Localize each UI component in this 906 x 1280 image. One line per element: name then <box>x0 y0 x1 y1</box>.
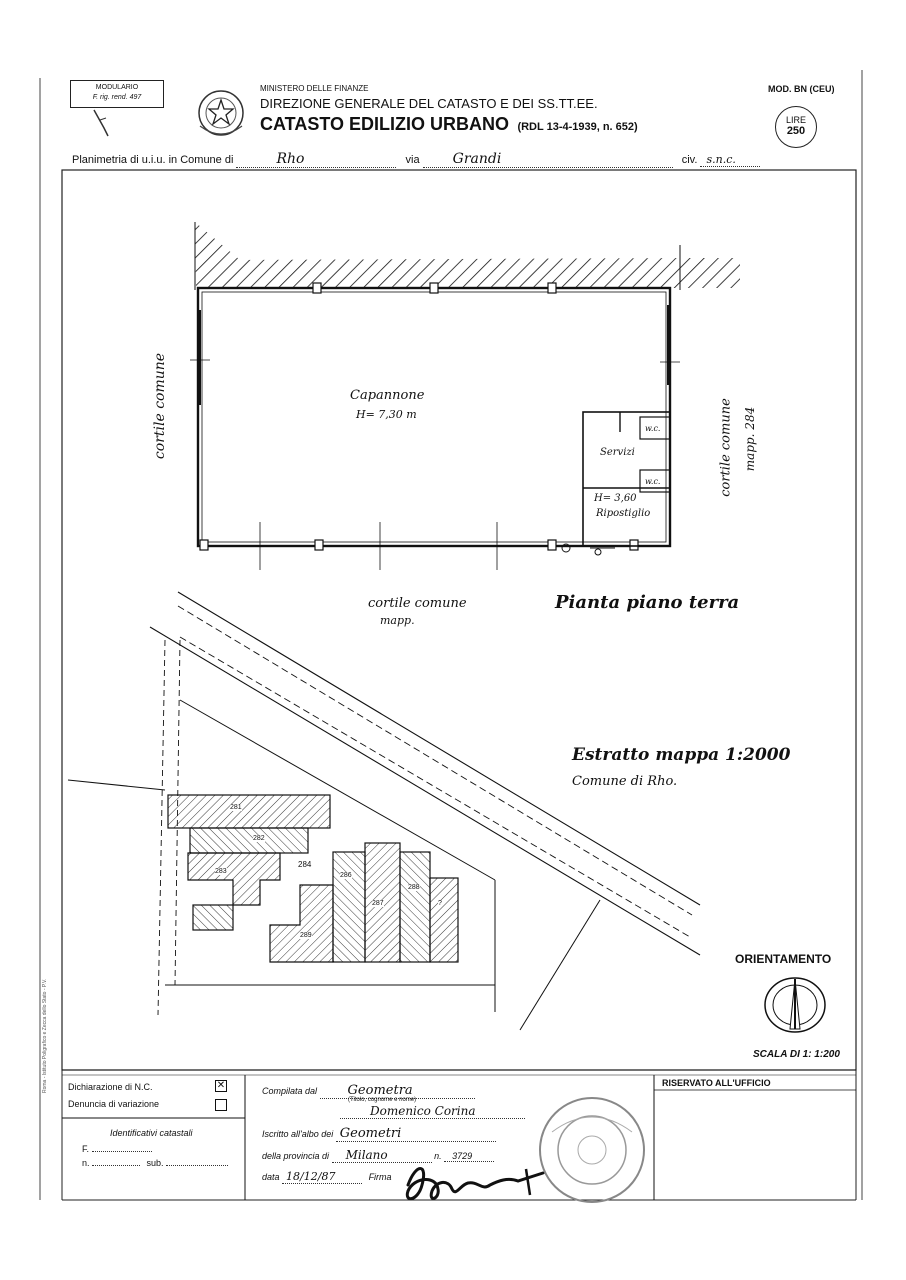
parcel-label-284: 284 <box>298 860 312 869</box>
printer-side-note: Roma - Istituto Poligrafico e Zecca dello Stato - P.V. <box>42 978 48 1093</box>
number-value: 3729 <box>444 1151 494 1162</box>
nc-label: Dichiarazione di N.C. <box>68 1082 153 1092</box>
parcel-label-286: 286 <box>340 872 352 879</box>
variation-label: Denuncia di variazione <box>68 1099 160 1109</box>
right-court-label-2: mapp. 284 <box>743 406 757 472</box>
stamp-value: 250 <box>786 125 806 137</box>
date-row <box>262 1170 392 1184</box>
wc-label-1: w.c. <box>645 424 661 433</box>
storage-height: H= 3,60 <box>594 493 637 504</box>
ids-title: Identificativi catastali <box>110 1128 193 1138</box>
n-sub-row <box>82 1158 228 1168</box>
civ-label: civ. <box>681 154 698 166</box>
date-label: data <box>262 1172 280 1182</box>
map-extract-subtitle: Comune di Rho. <box>572 774 678 789</box>
variation-row <box>68 1099 159 1109</box>
stamp-label: LIRE <box>785 115 806 125</box>
comune-value: Rho <box>236 151 396 168</box>
ministry-text: MINISTERO DELLE FINANZE <box>260 84 369 93</box>
date-value: 18/12/87 <box>282 1170 362 1184</box>
sub-label: sub. <box>146 1158 164 1168</box>
parcel-label-287: 287 <box>372 900 384 907</box>
albo-row <box>262 1126 496 1142</box>
via-value: Grandi <box>423 151 673 168</box>
compiled-value: Geometra <box>320 1083 475 1099</box>
parcel-label-extra: ? <box>438 900 442 907</box>
reserved-office-label: RISERVATO ALL'UFFICIO <box>662 1078 771 1088</box>
services-label: Servizi <box>600 447 635 458</box>
parcel-label-281: 281 <box>230 804 242 811</box>
room-height: H= 7,30 m <box>356 408 417 421</box>
parcel-label-288: 288 <box>408 884 420 891</box>
parcel-label-282: 282 <box>253 835 265 842</box>
handwritten-signature <box>398 1155 548 1210</box>
nc-row <box>68 1082 153 1092</box>
bottom-court-label-1: cortile comune <box>368 596 467 611</box>
compiled-label: Compilata dal <box>262 1086 318 1096</box>
variation-checkbox[interactable] <box>215 1099 227 1111</box>
right-court-label-1: cortile comune <box>718 398 734 497</box>
n-label: n. <box>82 1158 90 1168</box>
bottom-court-label-2: mapp. <box>380 614 415 627</box>
via-label: via <box>405 154 420 166</box>
f-row <box>82 1144 152 1154</box>
model-code: MOD. BN (CEU) <box>768 84 835 94</box>
parcel-label-289: 289 <box>300 932 312 939</box>
civ-value: s.n.c. <box>700 153 760 167</box>
nc-checkbox[interactable]: ✕ <box>216 1080 226 1091</box>
modulario-line2: F. rig. rend. 497 <box>92 94 142 101</box>
storage-label: Ripostiglio <box>596 508 651 519</box>
official-seal <box>532 1092 652 1208</box>
f-label: F. <box>82 1144 90 1154</box>
compiled-hint: (Titolo, cognome e nome) <box>348 1097 417 1103</box>
law-ref: (RDL 13-4-1939, n. 652) <box>517 121 638 133</box>
map-extract-title: Estratto mappa 1:2000 <box>572 745 791 765</box>
firma-label: Firma <box>368 1172 392 1182</box>
albo-value: Geometri <box>336 1126 496 1142</box>
left-court-label: cortile comune <box>152 352 168 460</box>
address-prefix: Planimetria di u.i.u. in Comune di <box>72 154 234 166</box>
direction-text: DIREZIONE GENERALE DEL CATASTO E DEI SS.TT.EE. <box>260 96 598 111</box>
parcel-label-283: 283 <box>215 868 227 875</box>
document-title: CATASTO EDILIZIO URBANO <box>260 114 509 134</box>
modulario-line1: MODULARIO <box>95 84 139 91</box>
albo-label: Iscritto all'albo dei <box>262 1129 334 1139</box>
scale-label: SCALA DI 1: 1:200 <box>753 1049 840 1060</box>
number-label: n. <box>434 1151 442 1161</box>
orientation-label: ORIENTAMENTO <box>735 952 832 966</box>
provincia-value: Milano <box>332 1148 432 1163</box>
wc-label-2: w.c. <box>645 477 661 486</box>
compiler-name: Domenico Corina <box>340 1104 525 1119</box>
provincia-label: della provincia di <box>262 1151 330 1161</box>
room-name: Capannone <box>350 388 425 403</box>
plan-title: Pianta piano terra <box>555 592 740 613</box>
